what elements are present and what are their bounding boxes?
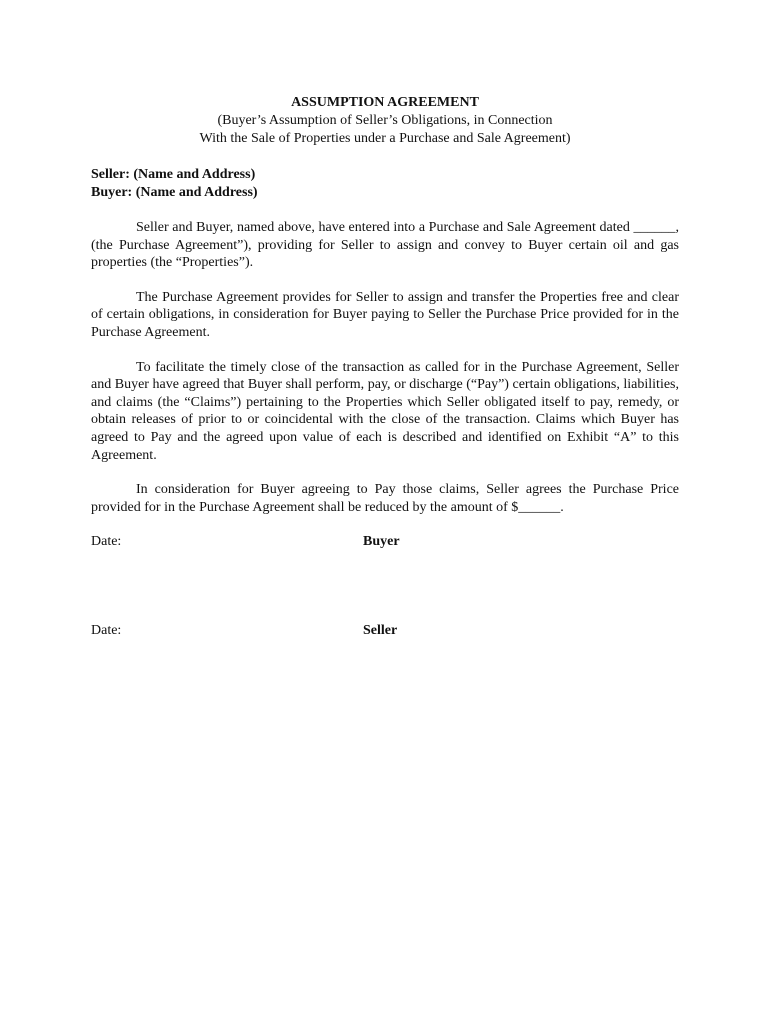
signature-row-buyer: [91, 533, 679, 551]
title-block: [91, 94, 679, 148]
document-title: ASSUMPTION AGREEMENT: [291, 95, 479, 110]
paragraph-claims: To facilitate the timely close of the transaction as called for in the Purchase Agreement, Seller and Buyer have agreed that Buyer shall perform, pay, or discharge (“Pay”) certain obligations, liabilities, and claims (the “Claims”) pertaining to the Properties which Seller obligated itself to pay, remedy, or obtain releases of prior to or coincidental with the close of the transaction. Claims which Buyer has agreed to Pay and the agreed upon value of each is described and identified on Exhibit “A” to this Agreement.: [91, 359, 679, 463]
document-subtitle-line-2: With the Sale of Properties under a Purchase and Sale Agreement): [199, 131, 571, 146]
paragraph-purchase-terms: The Purchase Agreement provides for Seller to assign and transfer the Properties free and clear of certain obligations, in consideration for Buyer paying to Seller the Purchase Price provided for in the Purchase Agreement.: [91, 289, 679, 340]
paragraph-recitals: Seller and Buyer, named above, have entered into a Purchase and Sale Agreement dated ______, (the Purchase Agreement”), providing for Seller to assign and convey to Buyer certain oil and gas properties (the “Properties”).: [91, 220, 679, 271]
seller-line: Seller: (Name and Address): [91, 167, 256, 182]
seller-signature-label: Seller: [363, 623, 398, 639]
paragraph-price-reduction: In consideration for Buyer agreeing to Pay those claims, Seller agrees the Purchase Price provided for in the Purchase Agreement shall be reduced by the amount of $______.: [91, 482, 679, 515]
parties-block: [91, 166, 679, 202]
signature-row-seller: [91, 622, 679, 640]
seller-date-label: Date:: [91, 623, 122, 639]
buyer-signature-label: Buyer: [363, 534, 400, 550]
buyer-line: Buyer: (Name and Address): [91, 185, 258, 200]
document-subtitle-line-1: (Buyer’s Assumption of Seller’s Obligations, in Connection: [217, 113, 553, 128]
buyer-date-label: Date:: [91, 534, 122, 550]
document-body: [91, 94, 679, 640]
